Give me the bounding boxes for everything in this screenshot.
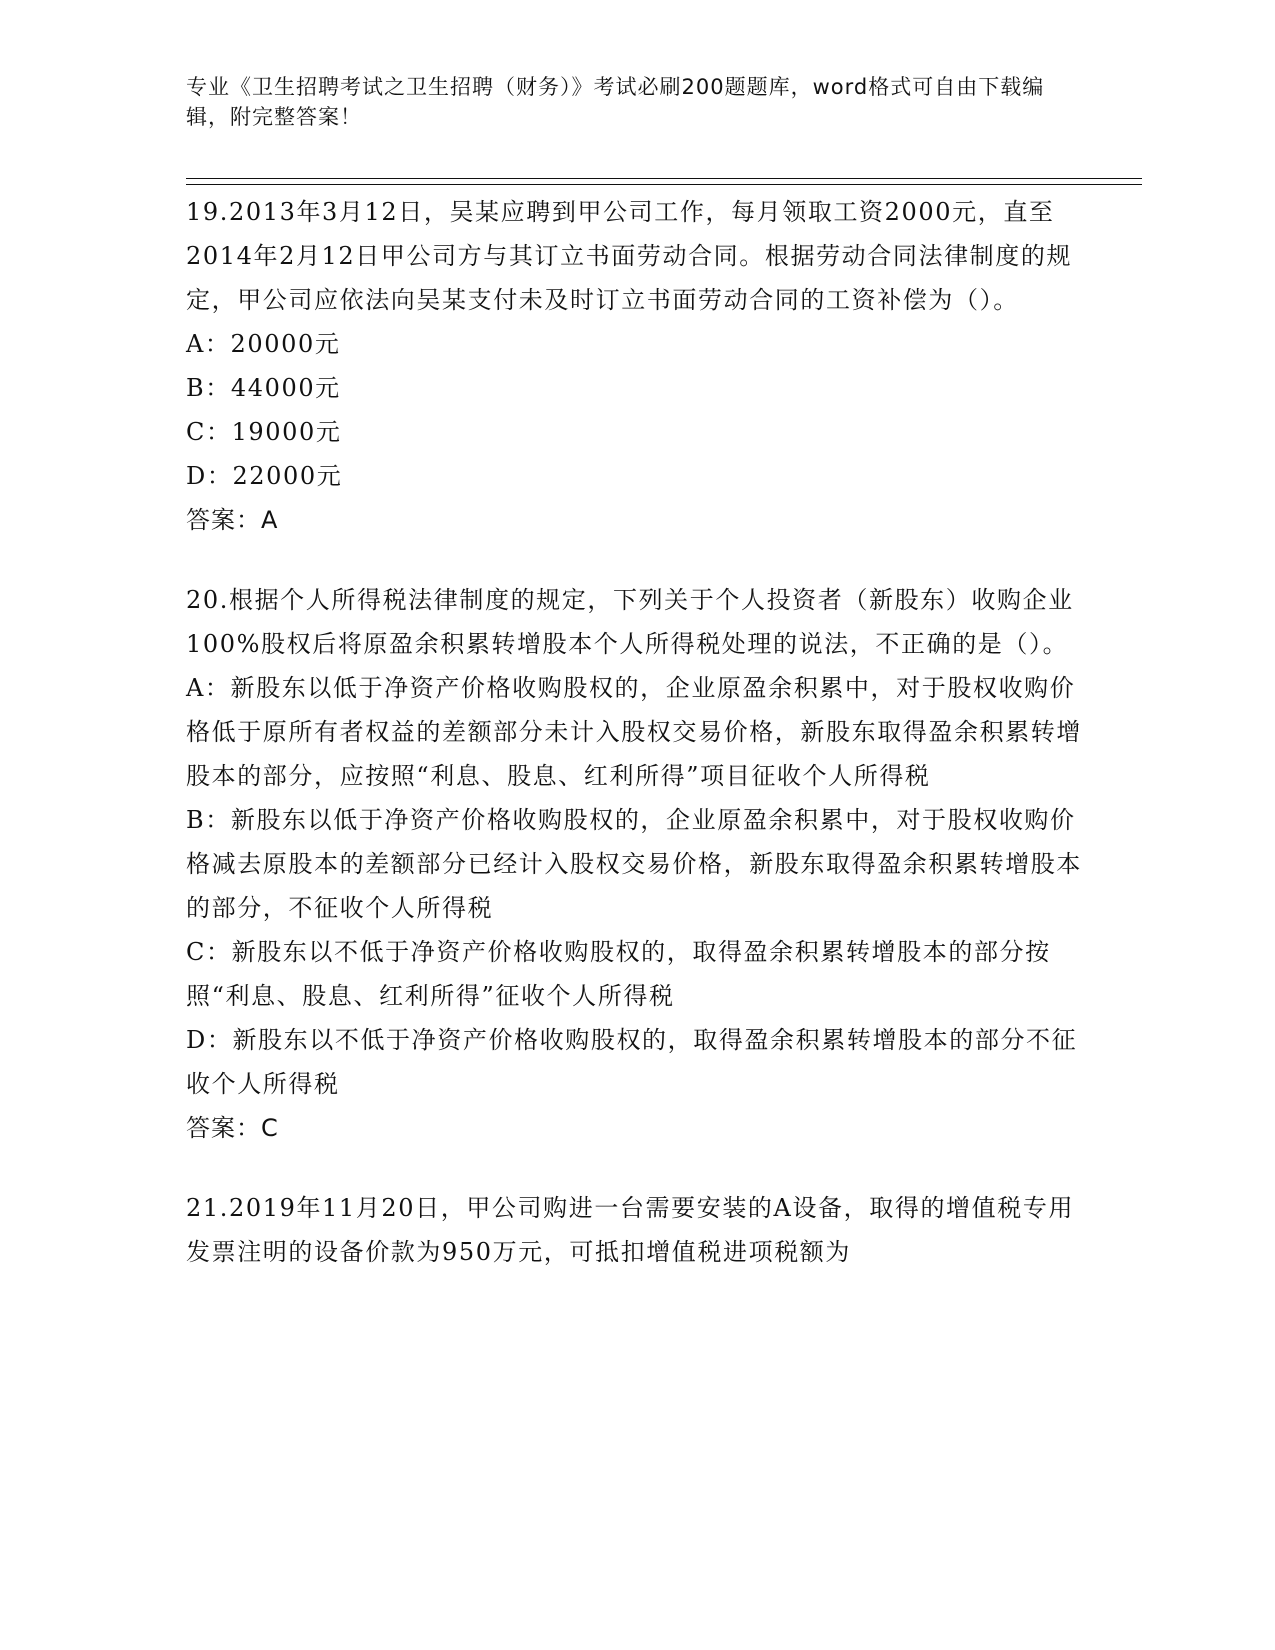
option-b: B：新股东以低于净资产价格收购股权的，企业原盈余积累中，对于股权收购价格减去原股本的差额部分已经计入股权交易价格，新股东取得盈余积累转增股本的部分，不征收个人所得税 [186, 806, 1082, 922]
option-c: C：新股东以不低于净资产价格收购股权的，取得盈余积累转增股本的部分按照“利息、股息、红利所得”征收个人所得税 [186, 938, 1051, 1010]
question-list [186, 190, 1086, 1310]
option-d: D：新股东以不低于净资产价格收购股权的，取得盈余积累转增股本的部分不征收个人所得税 [186, 1026, 1078, 1098]
option-a: A：新股东以低于净资产价格收购股权的，企业原盈余积累中，对于股权收购价格低于原所有者权益的差额部分未计入股权交易价格，新股东取得盈余积累转增股本的部分，应按照“利息、股息、红利所得”项目征收个人所得税 [186, 674, 1082, 790]
question-20 [186, 578, 1086, 1150]
option-b: B：44000元 [186, 374, 341, 402]
question-21 [186, 1186, 1086, 1274]
header-divider-thick [186, 178, 1142, 179]
page-header: 专业《卫生招聘考试之卫生招聘（财务）》考试必刷200题题库，word格式可自由下载编辑，附完整答案！ [186, 75, 1045, 129]
option-a: A：20000元 [186, 330, 341, 358]
question-19 [186, 190, 1086, 542]
question-stem: 19.2013年3月12日，吴某应聘到甲公司工作，每月领取工资2000元，直至2014年2月12日甲公司方与其订立书面劳动合同。根据劳动合同法律制度的规定，甲公司应依法向吴某支付未及时订立书面劳动合同的工资补偿为（）。 [186, 198, 1073, 314]
option-d: D：22000元 [186, 462, 343, 490]
option-c: C：19000元 [186, 418, 342, 446]
answer: 答案：C [186, 1114, 279, 1142]
question-stem: 21.2019年11月20日，甲公司购进一台需要安装的A设备，取得的增值税专用发票注明的设备价款为950万元，可抵扣增值税进项税额为 [186, 1194, 1075, 1266]
answer: 答案：A [186, 506, 279, 534]
header-divider-thin [186, 184, 1142, 185]
question-stem: 20.根据个人所得税法律制度的规定，下列关于个人投资者（新股东）收购企业100%股权后将原盈余积累转增股本个人所得税处理的说法，不正确的是（）。 [186, 586, 1074, 658]
